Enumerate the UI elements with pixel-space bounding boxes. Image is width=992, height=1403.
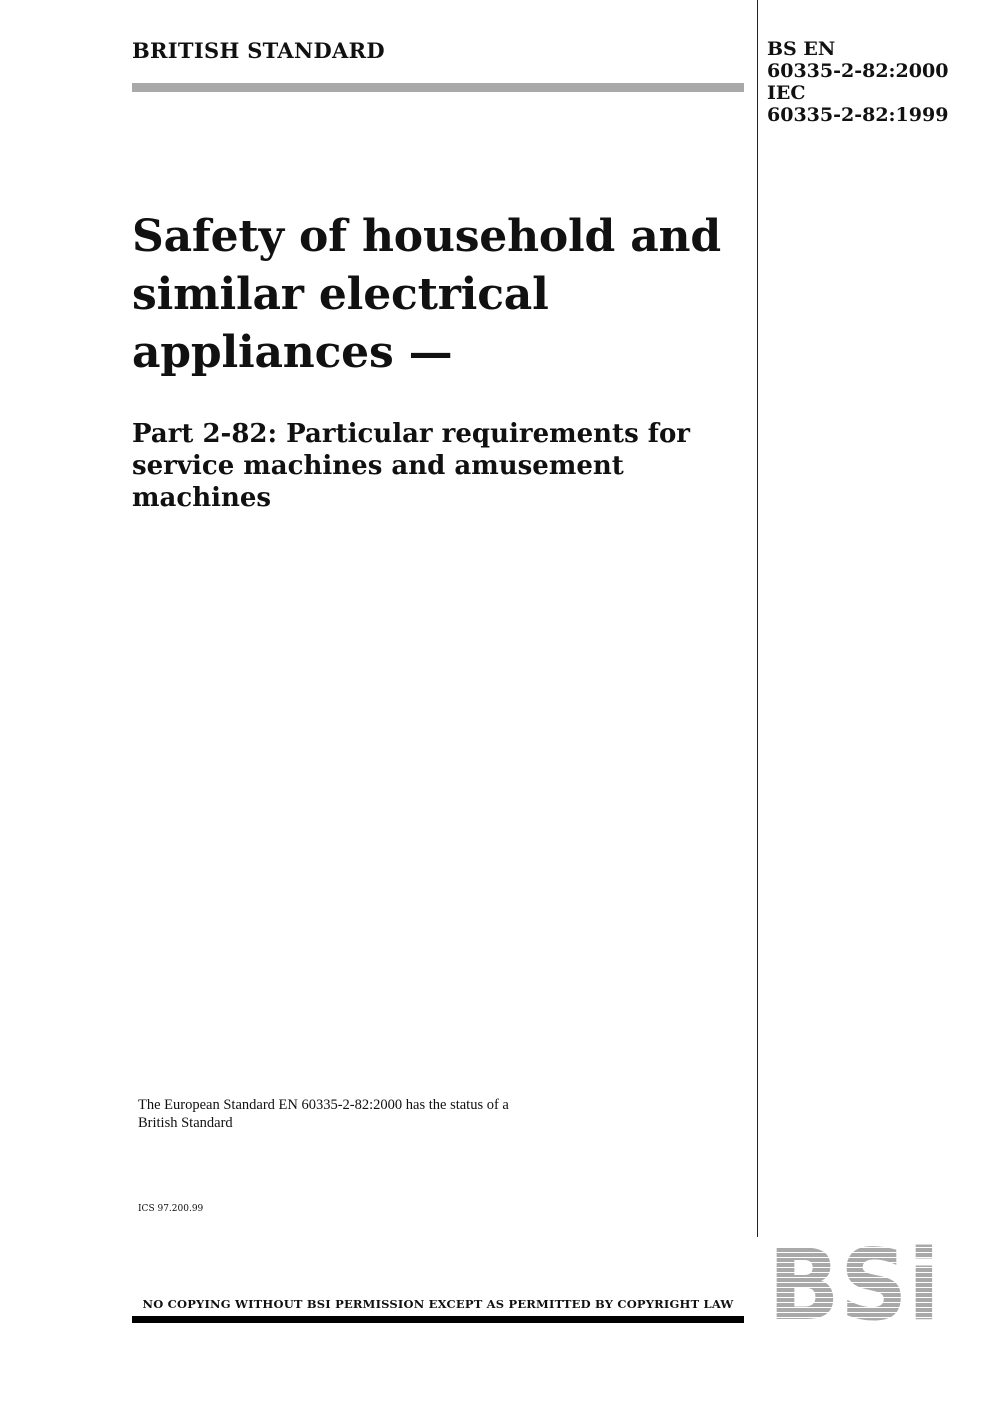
subtitle-line: service machines and amusement: [132, 451, 624, 481]
standard-number-line: IEC: [767, 82, 806, 104]
bsi-logo: [767, 1243, 941, 1323]
header-label: BRITISH STANDARD: [132, 38, 385, 63]
status-note-line: The European Standard EN 60335-2-82:2000 has the status of a: [138, 1097, 509, 1113]
standard-number-line: 60335-2-82:1999: [767, 104, 949, 126]
document-title: [132, 208, 742, 382]
title-line: appliances —: [132, 327, 453, 378]
standard-numbers: [767, 38, 948, 126]
standard-number-line: BS EN: [767, 38, 836, 60]
status-note-line: British Standard: [138, 1115, 233, 1131]
title-line: similar electrical: [132, 269, 549, 320]
standard-number-line: 60335-2-82:2000: [767, 60, 949, 82]
side-divider: [757, 0, 758, 1237]
copyright-notice: NO COPYING WITHOUT BSI PERMISSION EXCEPT AS PERMITTED BY COPYRIGHT LAW: [142, 1297, 734, 1311]
footer-rule: [132, 1316, 744, 1323]
title-line: Safety of household and: [132, 211, 721, 262]
status-note: [138, 1096, 618, 1132]
subtitle-line: Part 2-82: Particular requirements for: [132, 419, 690, 449]
header-rule: [132, 83, 744, 92]
ics-code: ICS 97.200.99: [138, 1204, 204, 1214]
subtitle-line: machines: [132, 483, 272, 513]
document-subtitle: [132, 418, 742, 514]
